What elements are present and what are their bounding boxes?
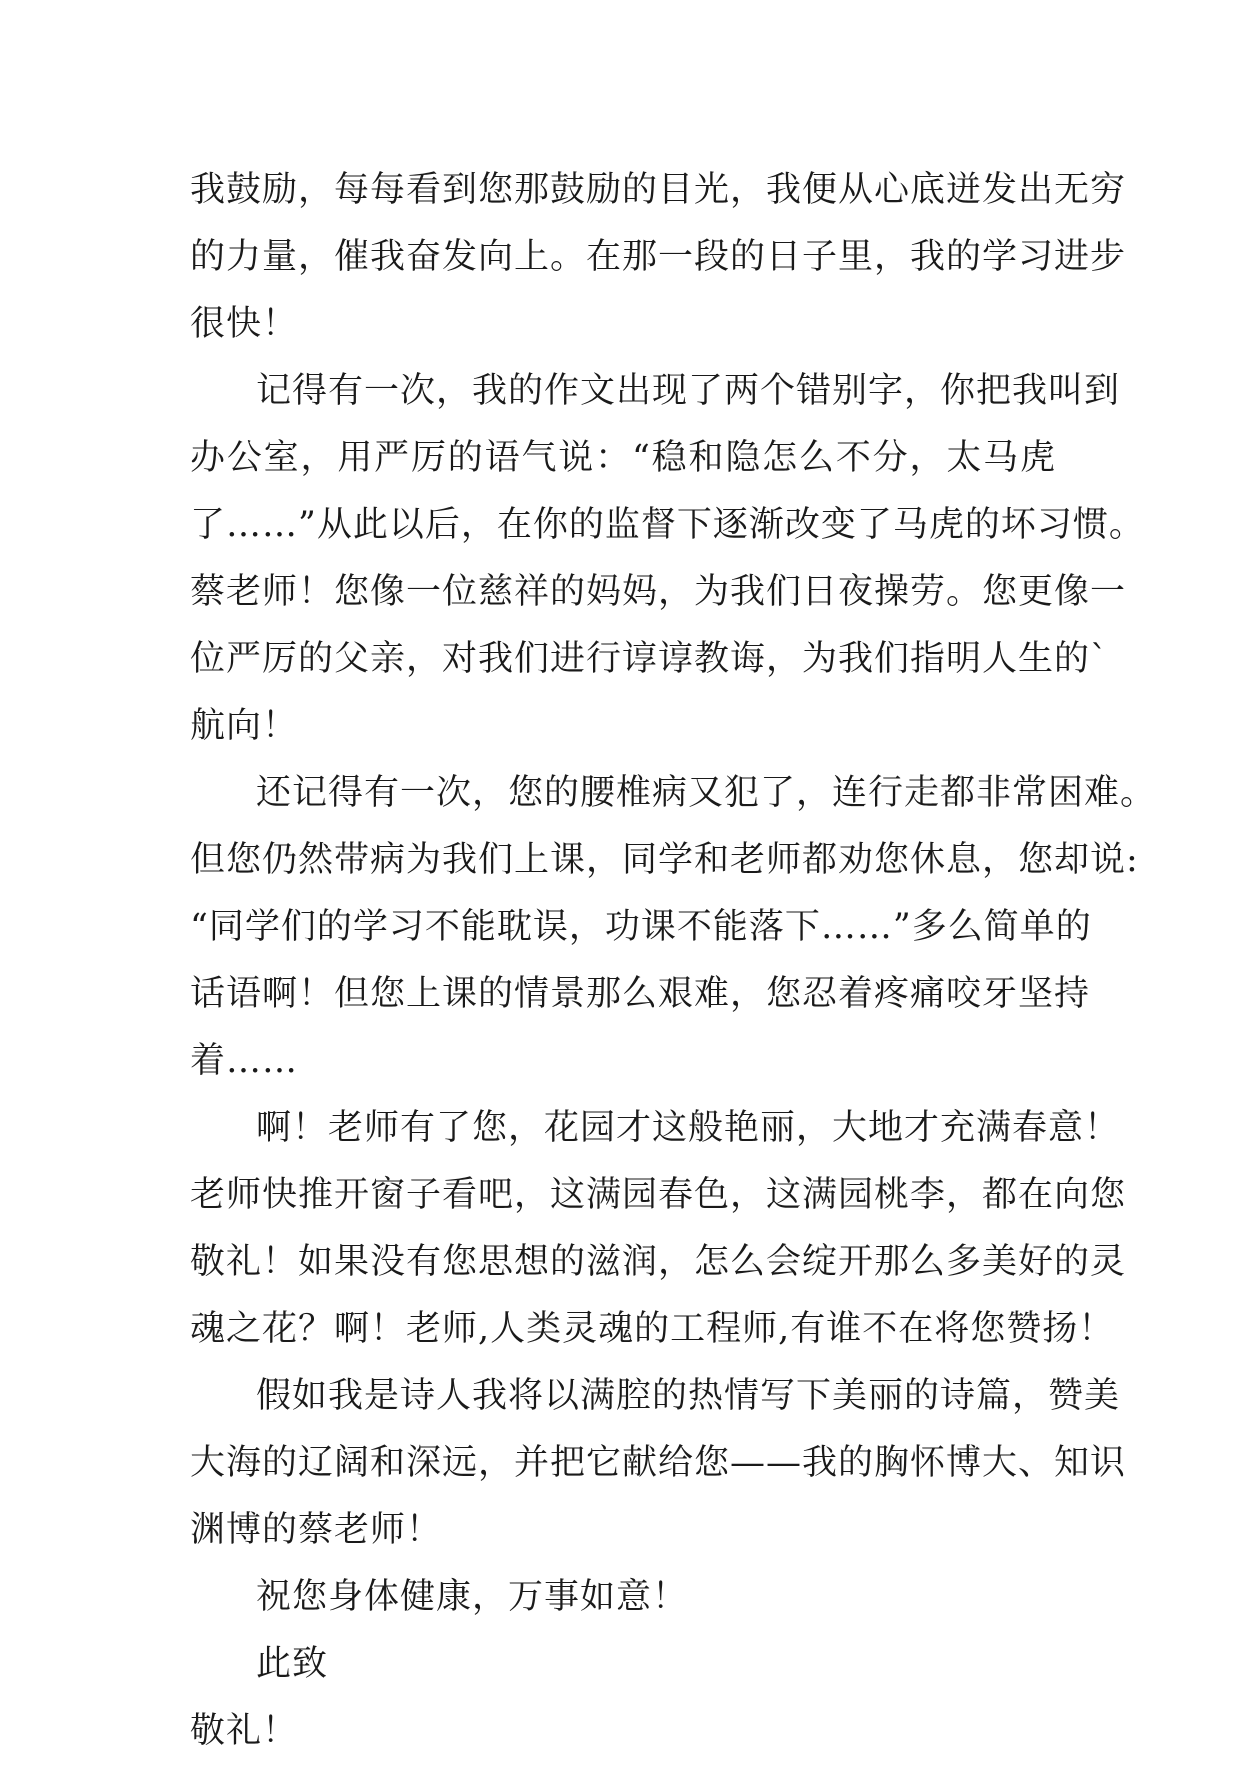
- letter-body: [190, 157, 1157, 1765]
- closing-salutation: 此致: [256, 1644, 329, 1684]
- text-line: 航向！: [190, 706, 299, 746]
- paragraph-first-line: 还记得有一次，您的腰椎病又犯了，连行走都非常困难。: [256, 773, 1157, 813]
- text-line: 大海的辽阔和深远，并把它献给您——我的胸怀博大、知识: [190, 1443, 1127, 1483]
- text-line: 渊博的蔡老师！: [190, 1510, 443, 1550]
- text-line: 魂之花？啊！老师,人类灵魂的工程师,有谁不在将您赞扬！: [190, 1309, 1115, 1349]
- closing-regards: 敬礼！: [190, 1711, 299, 1751]
- text-line: 我鼓励，每每看到您那鼓励的目光，我便从心底迸发出无穷: [190, 170, 1127, 210]
- text-line: 的力量，催我奋发向上。在那一段的日子里，我的学习进步: [190, 237, 1127, 277]
- text-line: 老师快推开窗子看吧，这满园春色，这满园桃李，都在向您: [190, 1175, 1127, 1215]
- paragraph-first-line: 啊！老师有了您，花园才这般艳丽，大地才充满春意！: [256, 1108, 1121, 1148]
- paragraph-first-line: 记得有一次，我的作文出现了两个错别字，你把我叫到: [256, 371, 1121, 411]
- text-line: 敬礼！如果没有您思想的滋润，怎么会绽开那么多美好的灵: [190, 1242, 1127, 1282]
- text-line: “同学们的学习不能耽误，功课不能落下……”多么简单的: [190, 907, 1092, 947]
- paragraph-first-line: 假如我是诗人我将以满腔的热情写下美丽的诗篇，赞美: [256, 1376, 1121, 1416]
- text-line: 但您仍然带病为我们上课，同学和老师都劝您休息，您却说:: [190, 840, 1139, 880]
- text-line: 了……”从此以后，在你的监督下逐渐改变了马虎的坏习惯。: [190, 505, 1145, 545]
- text-line: 很快！: [190, 304, 299, 344]
- text-line: 蔡老师！您像一位慈祥的妈妈，为我们日夜操劳。您更像一: [190, 572, 1127, 612]
- text-line: 着……: [190, 1041, 299, 1081]
- text-line: 办公室，用严厉的语气说：“稳和隐怎么不分，太马虎: [190, 438, 1056, 478]
- closing-wish: 祝您身体健康，万事如意！: [256, 1577, 689, 1617]
- text-line: 话语啊！但您上课的情景那么艰难，您忍着疼痛咬牙坚持: [190, 974, 1091, 1014]
- text-line: 位严厉的父亲，对我们进行谆谆教诲，为我们指明人生的`: [190, 639, 1109, 679]
